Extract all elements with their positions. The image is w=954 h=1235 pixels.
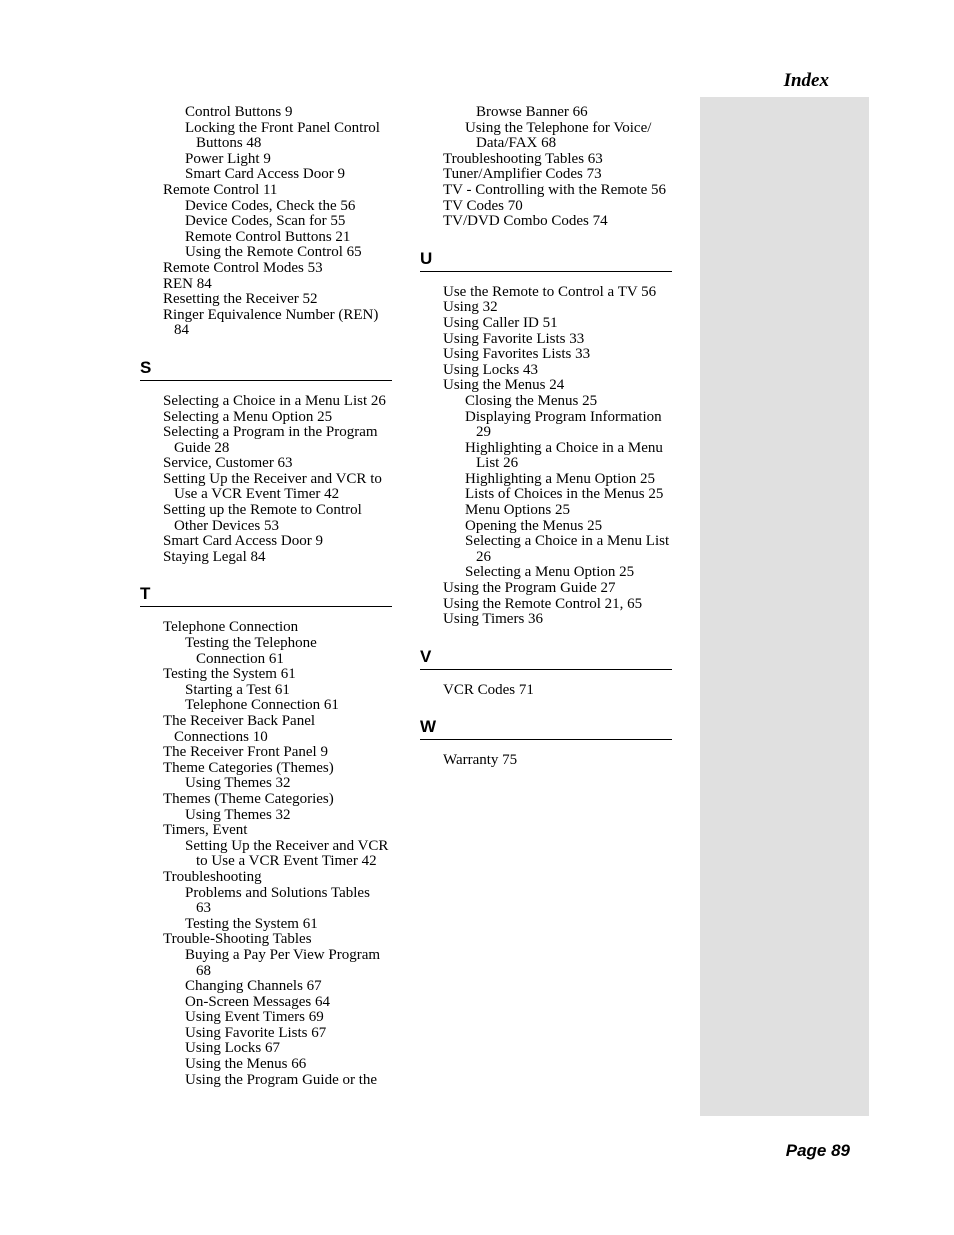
index-entry: Resetting the Receiver 52 (163, 291, 318, 308)
index-entry: Telephone Connection 61 (185, 697, 339, 714)
index-entry: Using Locks 43 (443, 361, 538, 378)
index-entry: Highlighting a Choice in a Menu (465, 439, 663, 456)
index-entry: Buying a Pay Per View Program (185, 946, 381, 963)
index-entry: Setting Up the Receiver and VCR to (163, 470, 382, 487)
index-entry: Device Codes, Check the 56 (185, 197, 356, 214)
section-heading: U (420, 248, 672, 272)
index-entry-continuation: 29 (476, 424, 491, 441)
index-entry: Timers, Event (163, 822, 248, 839)
index-entry: Using the Program Guide or the (185, 1071, 378, 1088)
section-body (140, 607, 392, 1088)
index-entry-continuation: 63 (196, 900, 211, 917)
index-entry: Opening the Menus 25 (465, 517, 603, 534)
index-entry: Highlighting a Menu Option 25 (465, 470, 655, 487)
index-entry: Using Favorites Lists 33 (443, 346, 591, 363)
index-entry: Control Buttons 9 (185, 104, 293, 120)
index-entry-continuation: Connection 61 (196, 650, 284, 667)
index-entry: Closing the Menus 25 (465, 392, 598, 409)
section-heading: S (140, 357, 392, 381)
index-entry-continuation: to Use a VCR Event Timer 42 (196, 853, 377, 870)
index-entry-continuation: Buttons 48 (196, 135, 262, 152)
index-entry: Telephone Connection (163, 619, 299, 636)
index-entry: Using the Remote Control 65 (185, 244, 362, 261)
index-entry: TV - Controlling with the Remote 56 (443, 181, 667, 198)
index-column-right (420, 105, 672, 769)
index-entry: TV/DVD Combo Codes 74 (443, 213, 608, 230)
index-entry: Ringer Equivalence Number (REN) (163, 306, 379, 323)
index-entry: Displaying Program Information (465, 408, 662, 425)
index-entry: Use the Remote to Control a TV 56 (443, 283, 657, 300)
index-entry: Using Timers 36 (443, 611, 544, 628)
index-entry-continuation: Connections 10 (174, 728, 268, 745)
index-entry: Selecting a Menu Option 25 (163, 408, 333, 425)
index-entry: Menu Options 25 (465, 502, 570, 519)
index-entry: Using the Remote Control 21, 65 (443, 595, 643, 612)
index-entry: Staying Legal 84 (163, 548, 266, 565)
index-entry: Using the Menus 24 (443, 377, 565, 394)
index-entry: Themes (Theme Categories) (163, 790, 334, 807)
index-entry-continuation: 84 (174, 322, 189, 339)
section-heading: T (140, 583, 392, 607)
index-entry: Service, Customer 63 (163, 455, 293, 472)
page-number: Page 89 (785, 1141, 850, 1160)
index-entry: Locking the Front Panel Control (185, 119, 380, 136)
index-entry: Smart Card Access Door 9 (185, 166, 345, 183)
section-heading: W (420, 716, 672, 740)
index-entry: Changing Channels 67 (185, 978, 322, 995)
index-entry-continuation: 68 (196, 962, 211, 979)
index-entry: Selecting a Choice in a Menu List 26 (163, 392, 386, 409)
section-body (140, 381, 392, 566)
index-entry-continuation: Other Devices 53 (174, 517, 279, 534)
index-entry-continuation: Data/FAX 68 (476, 135, 557, 152)
index-entry: Theme Categories (Themes) (163, 759, 334, 776)
section-body (420, 740, 672, 769)
index-entry: Using Caller ID 51 (443, 314, 558, 331)
index-entry: Using Themes 32 (185, 806, 291, 823)
index-entry: REN 84 (163, 275, 212, 292)
index-entry: Selecting a Menu Option 25 (465, 564, 635, 581)
index-entry: Troubleshooting (163, 868, 262, 885)
index-entry: Using Locks 67 (185, 1040, 280, 1057)
index-entry: Using the Program Guide 27 (443, 580, 616, 597)
section-heading: V (420, 646, 672, 670)
index-entry: Testing the Telephone (185, 635, 317, 652)
index-entry-continuation: 26 (476, 548, 491, 565)
index-entry: Using the Telephone for Voice/ (465, 119, 652, 136)
index-entry: Tuner/Amplifier Codes 73 (443, 166, 602, 183)
index-column-left (140, 105, 392, 1088)
index-entry: Starting a Test 61 (185, 681, 290, 698)
index-entry: Power Light 9 (185, 150, 271, 167)
index-entry: Testing the System 61 (185, 915, 318, 932)
index-entry-continuation: Use a VCR Event Timer 42 (174, 486, 340, 503)
index-entry: Problems and Solutions Tables (185, 884, 370, 901)
index-entry: Remote Control Buttons 21 (185, 228, 351, 245)
index-entry: Using Themes 32 (185, 775, 291, 792)
index-entry: On-Screen Messages 64 (185, 993, 330, 1010)
index-entry: Selecting a Choice in a Menu List (465, 533, 670, 550)
index-entry: Using Favorite Lists 67 (185, 1024, 327, 1041)
index-entry: The Receiver Front Panel 9 (163, 744, 328, 761)
index-entry: Trouble-Shooting Tables (163, 931, 312, 948)
index-entry: TV Codes 70 (443, 197, 523, 214)
index-entry: Remote Control 11 (163, 181, 278, 198)
index-entry: Remote Control Modes 53 (163, 259, 323, 276)
index-entry: Testing the System 61 (163, 666, 296, 683)
index-entry: Browse Banner 66 (476, 104, 588, 120)
index-entry: Lists of Choices in the Menus 25 (465, 486, 664, 503)
index-entry: Smart Card Access Door 9 (163, 533, 323, 550)
section-body (420, 670, 672, 699)
index-entry: Using 32 (443, 299, 498, 316)
index-entry: VCR Codes 71 (443, 681, 534, 698)
gray-sidebar (700, 97, 869, 1116)
section-body (420, 272, 672, 628)
index-entry-continuation: List 26 (476, 455, 519, 472)
index-entry: Using the Menus 66 (185, 1056, 307, 1073)
index-entry: Warranty 75 (443, 752, 518, 769)
index-entry: Using Favorite Lists 33 (443, 330, 585, 347)
index-entry: Troubleshooting Tables 63 (443, 150, 603, 167)
index-entry: The Receiver Back Panel (163, 713, 316, 729)
index-entry: Using Event Timers 69 (185, 1009, 324, 1026)
index-entry: Device Codes, Scan for 55 (185, 213, 346, 230)
index-entry: Setting Up the Receiver and VCR (185, 837, 389, 854)
index-entry: Setting up the Remote to Control (163, 502, 362, 519)
index-entry-continuation: Guide 28 (174, 439, 230, 456)
index-entry: Selecting a Program in the Program (163, 424, 378, 441)
page-header-title: Index (783, 70, 829, 91)
